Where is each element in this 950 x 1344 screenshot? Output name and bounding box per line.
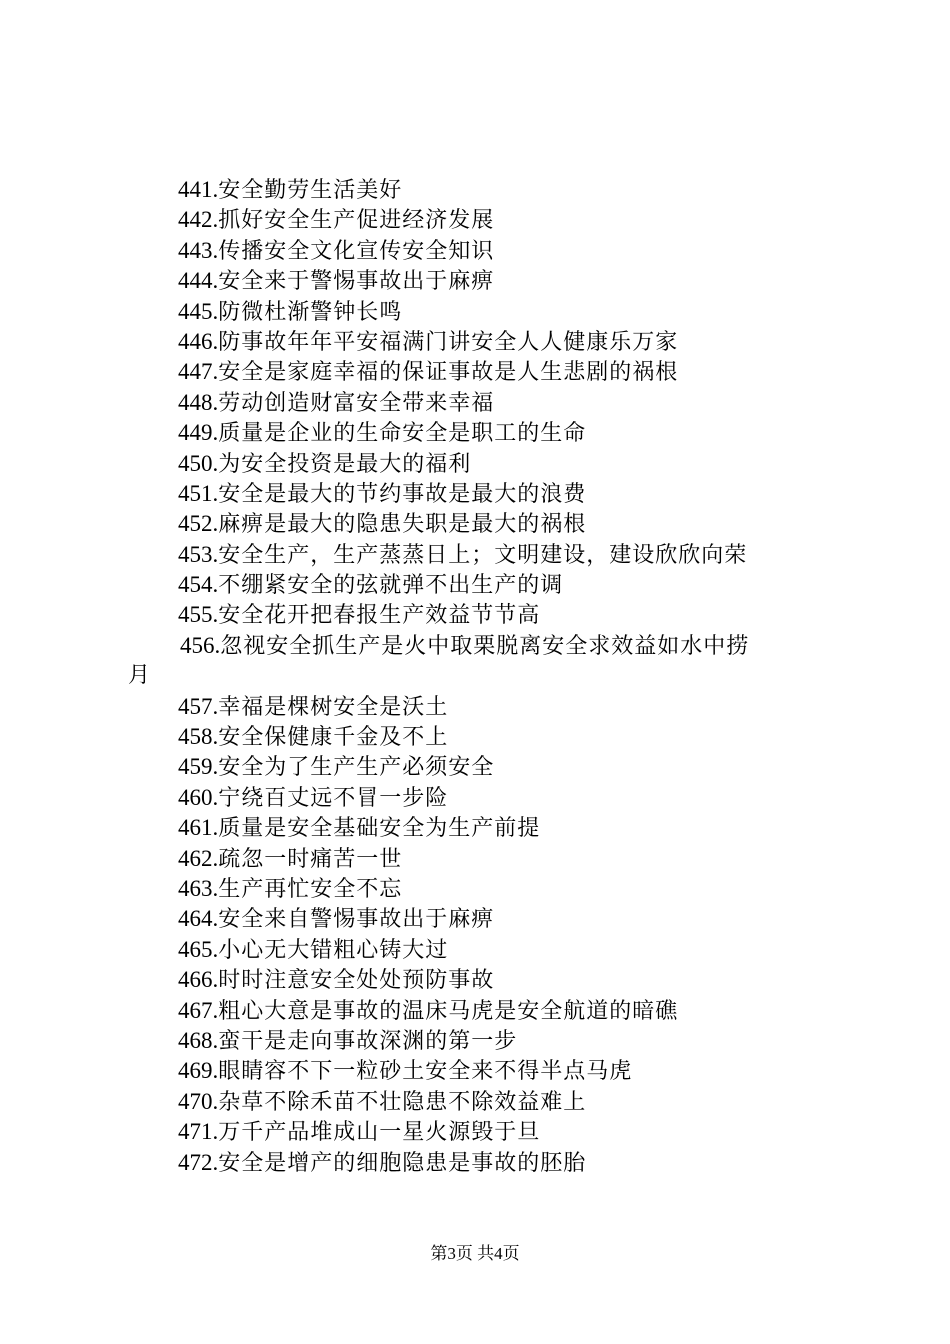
item-text: 安全为了生产生产必须安全 (218, 755, 495, 781)
list-item (0, 540, 950, 570)
item-text: 安全保健康千金及不上 (218, 725, 449, 751)
item-number: 469. (178, 1058, 219, 1084)
list-item (0, 1056, 950, 1086)
item-text: 杂草不除禾苗不壮隐患不除效益难上 (218, 1089, 587, 1115)
item-text: 安全生产，生产蒸蒸日上；文明建设，建设欣欣向荣 (218, 542, 748, 568)
item-number: 465. (178, 936, 219, 962)
item-text: 眼睛容不下一粒砂土安全来不得半点马虎 (218, 1059, 633, 1085)
item-text: 安全来于警惕事故出于麻痹 (218, 269, 495, 295)
slogan-list (0, 175, 950, 1178)
list-item (0, 874, 950, 904)
item-text: 幸福是棵树安全是沃土 (218, 694, 449, 720)
item-text-continuation: 月 (128, 663, 152, 689)
item-number: 450. (178, 450, 219, 476)
list-item (0, 388, 950, 418)
list-item (0, 692, 950, 722)
list-item (0, 631, 950, 661)
item-text: 质量是企业的生命安全是职工的生命 (218, 421, 587, 447)
list-item (0, 722, 950, 752)
item-text: 宁绕百丈远不冒一步险 (218, 785, 449, 811)
item-text: 安全来自警惕事故出于麻痹 (218, 907, 495, 933)
item-number: 446. (178, 328, 219, 354)
list-item (0, 935, 950, 965)
item-number: 468. (178, 1027, 219, 1053)
item-text: 安全花开把春报生产效益节节高 (218, 603, 541, 629)
item-text: 不绷紧安全的弦就弹不出生产的调 (218, 573, 564, 599)
item-number: 463. (178, 875, 219, 901)
item-number: 445. (178, 298, 219, 324)
list-item-continuation (0, 661, 950, 691)
list-item (0, 965, 950, 995)
item-text: 劳动创造财富安全带来幸福 (218, 390, 495, 416)
item-number: 461. (178, 815, 219, 841)
item-text: 安全是最大的节约事故是最大的浪费 (218, 481, 587, 507)
item-text: 生产再忙安全不忘 (218, 876, 403, 902)
item-number: 449. (178, 420, 219, 446)
item-text: 小心无大错粗心铸大过 (218, 937, 449, 963)
list-item (0, 813, 950, 843)
list-item (0, 570, 950, 600)
list-item (0, 418, 950, 448)
item-number: 441. (178, 177, 219, 202)
list-item (0, 752, 950, 782)
item-text: 质量是安全基础安全为生产前提 (218, 816, 541, 842)
list-item (0, 266, 950, 296)
item-number: 455. (178, 602, 219, 628)
item-number: 470. (178, 1088, 219, 1114)
item-number: 466. (178, 967, 219, 993)
item-text: 安全是增产的细胞隐患是事故的胚胎 (218, 1150, 587, 1176)
item-text: 防微杜渐警钟长鸣 (218, 299, 403, 325)
item-text: 麻痹是最大的隐患失职是最大的祸根 (218, 512, 587, 538)
list-item (0, 1117, 950, 1147)
page-footer: 第3页 共4页 (430, 1244, 520, 1263)
item-number: 458. (178, 724, 219, 750)
list-item (0, 600, 950, 630)
item-number: 443. (178, 237, 219, 263)
item-number: 451. (178, 480, 219, 506)
list-item (0, 327, 950, 357)
item-number: 471. (178, 1119, 219, 1145)
item-number: 454. (178, 572, 219, 598)
item-number: 472. (178, 1149, 219, 1175)
item-number: 447. (178, 359, 219, 385)
list-item (0, 175, 950, 205)
list-item (0, 904, 950, 934)
item-text: 忽视安全抓生产是火中取栗脱离安全求效益如水中捞 (220, 633, 750, 659)
item-number: 464. (178, 906, 219, 932)
item-text: 时时注意安全处处预防事故 (218, 968, 495, 994)
list-item (0, 236, 950, 266)
item-number: 453. (178, 541, 219, 567)
item-text: 蛮干是走向事故深渊的第一步 (218, 1028, 518, 1054)
item-text: 传播安全文化宣传安全知识 (218, 238, 495, 264)
item-number: 444. (178, 268, 219, 294)
list-item (0, 479, 950, 509)
item-text: 为安全投资是最大的福利 (218, 451, 472, 477)
list-item (0, 357, 950, 387)
list-item (0, 205, 950, 235)
item-text: 粗心大意是事故的温床马虎是安全航道的暗礁 (218, 998, 679, 1024)
item-number: 452. (178, 511, 219, 537)
item-text: 安全是家庭幸福的保证事故是人生悲剧的祸根 (218, 360, 679, 386)
list-item (0, 1087, 950, 1117)
list-item (0, 844, 950, 874)
list-item (0, 1148, 950, 1178)
item-number: 457. (178, 693, 219, 719)
item-text: 抓好安全生产促进经济发展 (218, 208, 495, 234)
item-text: 万千产品堆成山一星火源毁于旦 (218, 1120, 541, 1146)
list-item (0, 509, 950, 539)
item-number: 462. (178, 845, 219, 871)
item-number: 456. (180, 632, 221, 658)
item-text: 安全勤劳生活美好 (218, 178, 403, 203)
item-number: 459. (178, 754, 219, 780)
list-item (0, 1026, 950, 1056)
item-number: 460. (178, 784, 219, 810)
list-item (0, 297, 950, 327)
item-number: 448. (178, 389, 219, 415)
list-item (0, 449, 950, 479)
item-number: 442. (178, 207, 219, 233)
item-number: 467. (178, 997, 219, 1023)
item-text: 疏忽一时痛苦一世 (218, 846, 403, 872)
list-item (0, 783, 950, 813)
list-item (0, 996, 950, 1026)
item-text: 防事故年年平安福满门讲安全人人健康乐万家 (218, 329, 679, 355)
